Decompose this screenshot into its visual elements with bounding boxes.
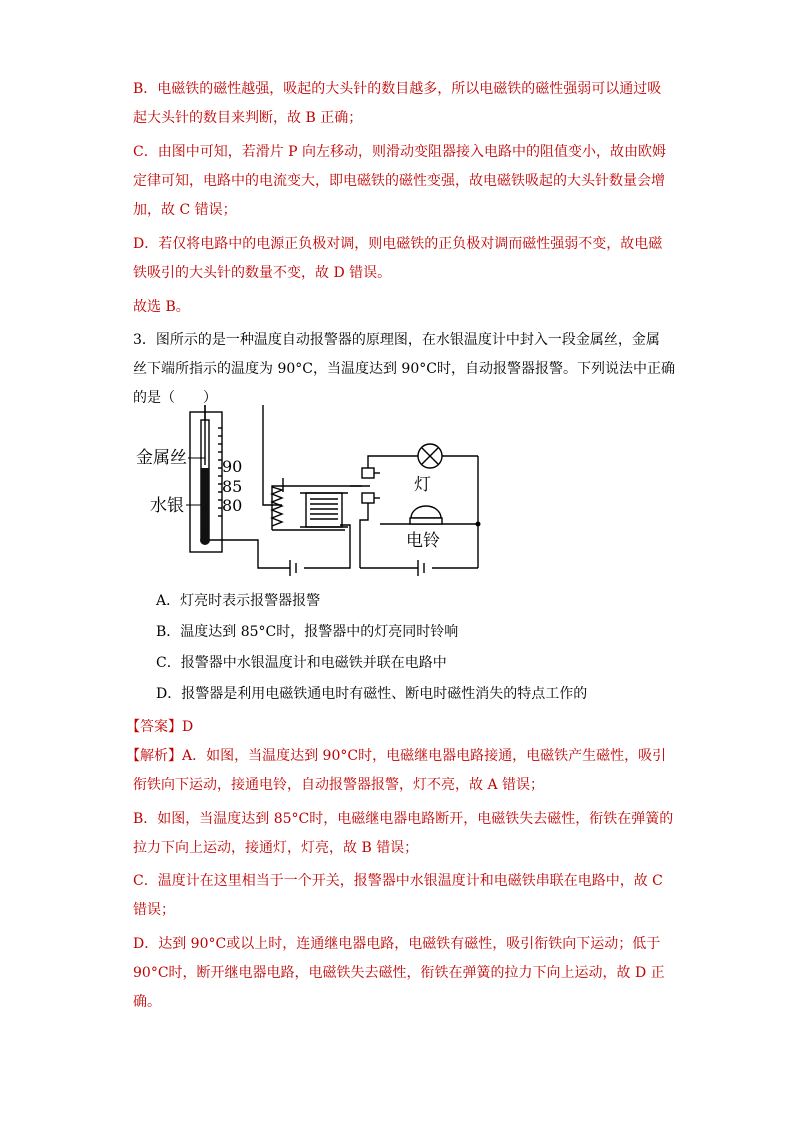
option-c: C．报警器中水银温度计和电磁铁并联在电路中	[156, 655, 447, 671]
explanation-line: B．电磁铁的磁性越强，吸起的大头针的数目越多，所以电磁铁的磁性强弱可以通过吸	[133, 81, 662, 97]
scale-label-80: 80	[222, 496, 243, 515]
scale-label-85: 85	[222, 477, 243, 496]
option-a: A．灯亮时表示报警器报警	[156, 593, 321, 609]
explanation-line: 定律可知，电路中的电流变大，即电磁铁的磁性变强，故电磁铁吸起的大头针数量会增	[133, 173, 665, 189]
junction-dot	[476, 522, 481, 527]
answer-tag: 【答案】	[126, 719, 182, 735]
analysis-line: 错误；	[133, 902, 175, 918]
option-b: B．温度达到 85°C时，报警器中的灯亮同时铃响	[156, 624, 459, 640]
explanation-line: 铁吸引的大头针的数量不变，故 D 错误。	[133, 265, 392, 281]
analysis-line: 衔铁向下运动，接通电铃，自动报警器报警，灯不亮，故 A 错误；	[133, 777, 545, 793]
answer-line	[126, 717, 193, 737]
alarm-circuit-diagram	[128, 405, 498, 580]
mercury-column	[201, 468, 209, 538]
explanation-line: D．若仅将电路中的电源正负极对调，则电磁铁的正负极对调而磁性强弱不变，故电磁	[133, 236, 663, 252]
analysis-text: A．如图，当温度达到 90°C时，电磁继电器电路接通，电磁铁产生磁性，吸引	[182, 748, 667, 764]
mercury-label: 水银	[150, 496, 184, 516]
answer-value: D	[182, 719, 194, 735]
lamp-label: 灯	[414, 475, 431, 495]
question-stem-line: 3．图所示的是一种温度自动报警器的原理图，在水银温度计中封入一段金属丝，金属	[133, 332, 660, 348]
thermometer-bulb	[200, 535, 210, 545]
question-stem-line: 的是（ ）	[133, 390, 217, 406]
bell-label: 电铃	[406, 531, 440, 551]
option-d: D．报警器是利用电磁铁通电时有磁性、断电时磁性消失的特点工作的	[156, 686, 588, 702]
analysis-tag: 【解析】	[126, 748, 182, 764]
analysis-line: C．温度计在这里相当于一个开关，报警器中水银温度计和电磁铁串联在电路中，故 C	[133, 873, 663, 889]
analysis-line: 90°C时，断开继电器电路，电磁铁失去磁性，衔铁在弹簧的拉力下向上运动，故 D 正	[133, 965, 665, 981]
analysis-first-line	[126, 746, 666, 766]
question-stem-line: 丝下端所指示的温度为 90°C，当温度达到 90°C时，自动报警器报警。下列说法中正确	[133, 361, 675, 377]
conclusion-line: 故选 B。	[133, 299, 190, 315]
scale-label-90: 90	[222, 457, 243, 476]
analysis-line: D．达到 90°C或以上时，连通继电器电路，电磁铁有磁性，吸引衔铁向下运动；低于	[133, 936, 661, 952]
metal-wire-label: 金属丝	[136, 448, 187, 468]
explanation-line: 加，故 C 错误；	[133, 202, 237, 218]
analysis-line: 拉力下向上运动，接通灯，灯亮，故 B 错误；	[133, 840, 419, 856]
explanation-line: 起大头针的数目来判断，故 B 正确；	[133, 110, 363, 126]
explanation-line: C．由图中可知，若滑片 P 向左移动，则滑动变阻器接入电路中的阻值变小，故由欧姆	[133, 144, 667, 160]
analysis-line: 确。	[133, 994, 161, 1010]
analysis-line: B．如图，当温度达到 85°C时，电磁继电器电路断开，电磁铁失去磁性，衔铁在弹簧的	[133, 811, 674, 827]
